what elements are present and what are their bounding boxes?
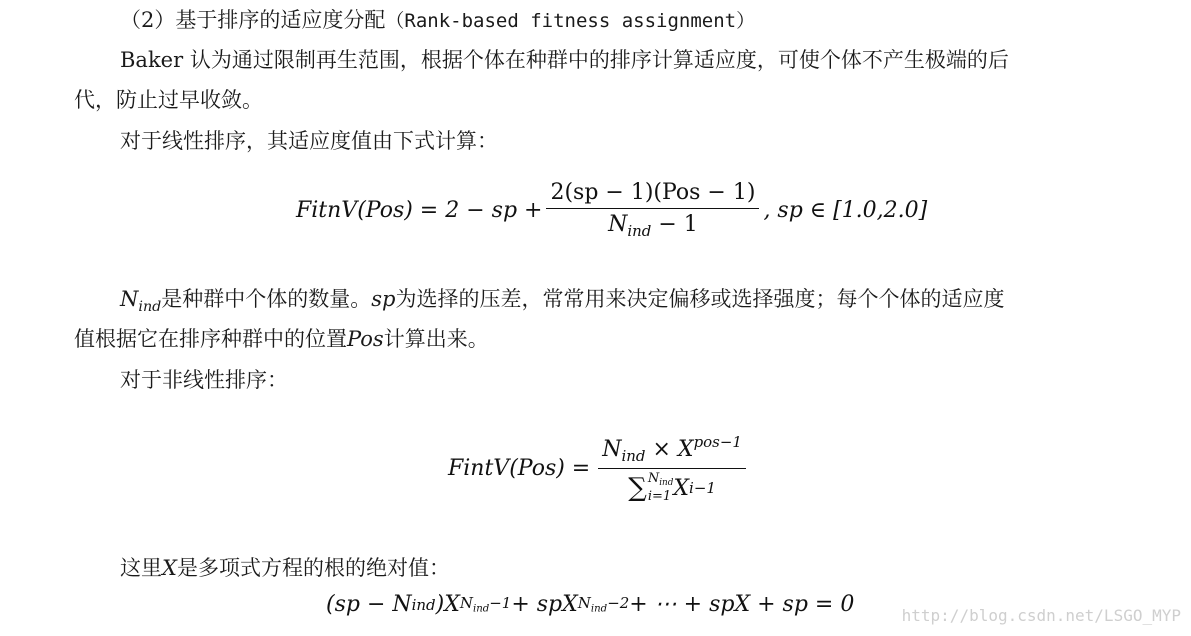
eq1-den-sub: ind xyxy=(627,222,652,241)
sp-symbol: sp xyxy=(371,287,396,311)
eq2-denominator xyxy=(624,469,720,504)
section-heading xyxy=(120,6,755,35)
eq1-den-n: N xyxy=(608,212,628,237)
eq2-lhs: FintV(Pos) = xyxy=(448,456,591,482)
x-intro-text1: 这里 xyxy=(120,556,162,580)
polynomial-equation xyxy=(326,592,854,617)
sum-lower: i=1 xyxy=(647,489,672,505)
sum-upper-n: N xyxy=(647,471,660,487)
sum-upper-sub: ind xyxy=(659,478,674,489)
paragraph-baker-line2: 代，防止过早收敛。 xyxy=(74,88,263,112)
eq3-part3: + spX xyxy=(511,592,578,617)
eq3-part3-sup xyxy=(578,594,629,615)
paragraph-nind-line1 xyxy=(120,285,1005,321)
eq2-num-sub: ind xyxy=(621,447,646,466)
nind-subscript: ind xyxy=(138,298,162,315)
nind-symbol: N xyxy=(120,287,139,311)
heading-number: （2） xyxy=(120,8,176,32)
nonlinear-ranking-intro: 对于非线性排序： xyxy=(120,368,288,392)
heading-chinese: 基于排序的适应度分配 xyxy=(175,8,386,32)
paragraph-baker-line1: Baker 认为通过限制再生范围，根据个体在种群中的排序计算适应度，可使个体不产生极端的后 xyxy=(120,48,1009,72)
x-intro-text2: 是多项式方程的根的绝对值： xyxy=(176,556,450,580)
paragraph-nind-line2 xyxy=(74,325,489,353)
eq1-den-rest: − 1 xyxy=(651,212,698,237)
eq1-tail: , sp ∈ [1.0,2.0] xyxy=(763,197,928,223)
eq2-num-mid: × X xyxy=(645,436,694,462)
blog-watermark: http://blog.csdn.net/LSGO_MYP xyxy=(901,606,1181,625)
eq3-part2-sup xyxy=(460,594,511,615)
eq3-p3-sup-sub: ind xyxy=(590,603,608,615)
eq3-part2: )X xyxy=(435,592,460,617)
linear-ranking-intro: 对于线性排序，其适应度值由下式计算： xyxy=(120,129,498,153)
eq1-denominator xyxy=(604,209,702,240)
root-intro xyxy=(120,554,450,582)
eq1-fraction xyxy=(546,180,759,240)
eq3-p3-sup-rest: −2 xyxy=(607,594,630,613)
eq2-den-x: X xyxy=(673,475,690,501)
eq2-num-sup: pos−1 xyxy=(693,433,742,451)
eq2-sum xyxy=(628,472,716,504)
eq2-num-n: N xyxy=(602,436,622,462)
sum-limits xyxy=(648,472,674,504)
eq2-fraction xyxy=(598,433,746,504)
para2-text1: 是种群中个体的数量。 xyxy=(161,287,372,311)
eq3-part4: + ⋯ + spX + sp = 0 xyxy=(629,592,855,617)
pos-symbol: Pos xyxy=(347,327,384,351)
eq1-lhs: FitnV(Pos) = 2 − sp + xyxy=(296,197,543,223)
nonlinear-fitness-equation xyxy=(448,433,750,504)
sum-symbol: ∑ xyxy=(628,473,647,504)
eq3-p2-sup-sub: ind xyxy=(472,603,490,615)
para2-text4: 计算出来。 xyxy=(383,327,489,351)
x-symbol: X xyxy=(162,556,177,580)
eq1-numerator: 2(sp − 1)(Pos − 1) xyxy=(546,180,759,209)
eq3-part1: (sp − N xyxy=(326,592,412,617)
eq3-p2-sup-rest: −1 xyxy=(489,594,512,613)
heading-english: （Rank-based fitness assignment） xyxy=(385,10,756,32)
eq3-part1-sub: ind xyxy=(411,595,436,614)
eq3-p3-sup-n: N xyxy=(577,594,591,613)
para2-text3: 值根据它在排序种群中的位置 xyxy=(74,327,347,351)
eq2-den-sup: i−1 xyxy=(689,479,716,498)
linear-fitness-equation xyxy=(296,180,927,240)
sum-upper xyxy=(648,472,674,490)
eq3-p2-sup-n: N xyxy=(459,594,473,613)
eq2-numerator xyxy=(598,433,746,469)
para2-text2: 为选择的压差，常常用来决定偏移或选择强度；每个个体的适应度 xyxy=(395,287,1005,311)
